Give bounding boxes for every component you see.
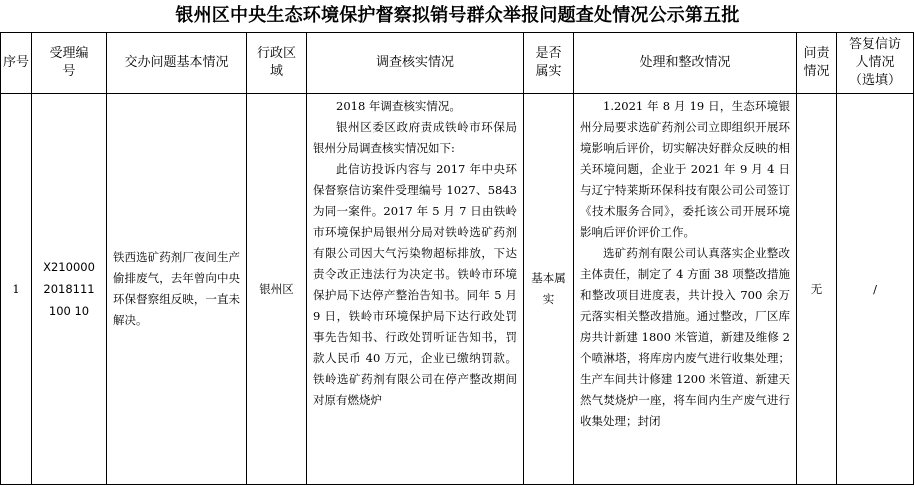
header-handling: 处理和整改情况 <box>574 33 797 94</box>
is-true-value: 基本属实 <box>531 271 566 306</box>
cell-reply <box>837 94 914 485</box>
header-investigation: 调查核实情况 <box>307 33 524 94</box>
report-table <box>0 32 914 485</box>
header-admin-area: 行政区域 <box>247 33 307 94</box>
receive-no-value: X2100002018111100 10 <box>43 260 95 318</box>
cell-is-true <box>524 94 574 485</box>
reply-value: / <box>873 281 877 296</box>
cell-basic-info <box>107 94 247 485</box>
accountability-value: 无 <box>810 281 823 296</box>
header-accountability: 问责情况 <box>797 33 837 94</box>
cell-admin-area <box>247 94 307 485</box>
cell-investigation <box>307 94 524 485</box>
investigation-para-2: 银州区委区政府责成铁岭市环保局银州分局调查核实情况如下: <box>313 120 517 155</box>
header-row <box>1 33 914 94</box>
cell-handling <box>574 94 797 485</box>
header-reply: 答复信访人情况（选填） <box>837 33 914 94</box>
seq-value: 1 <box>12 281 20 296</box>
header-basic-info: 交办问题基本情况 <box>107 33 247 94</box>
handling-para-2: 选矿药剂有限公司认真落实企业整改主体责任，制定了 4 方面 38 项整改措施和整改项目进度表，共计投入 700 余万元落实相关整改措施。通过整改，厂区库房共计新建 1800 米管道，新建及维修 2 个喷淋塔，将库房内废气进行收集处理；生产车间共计修建 1200 米管道、新建天然气焚烧炉一座，将车间内生产废气进行收集处理；封闭 <box>580 246 790 428</box>
page-title: 银州区中央生态环境保护督察拟销号群众举报问题查处情况公示第五批 <box>175 5 740 26</box>
header-is-true: 是否属实 <box>524 33 574 94</box>
investigation-para-1: 2018 年调查核实情况。 <box>336 99 461 113</box>
basic-info-text: 铁西选矿药剂厂夜间生产偷排废气，去年曾向中央环保督察组反映，一直未解决。 <box>113 250 240 327</box>
admin-area-value: 银州区 <box>259 281 294 296</box>
investigation-para-3: 此信访投诉内容与 2017 年中央环保督察信访案件受理编号 1027、5843 为同一案件。2017 年 5 月 7 日由铁岭市环境保护局银州分局对铁岭选矿药剂有限公司因大气污染物超标排放，下达责令改正违法行为决定书。铁岭市环境保护局下达停产整治告知书。同年 5 月 9 日，铁岭市环境保护局下达行政处罚事先告知书、行政处罚听证告知书，罚款人民币 40 万元，企业已缴纳罚款。铁岭选矿药剂有限公司在停产整改期间对原有燃烧炉 <box>313 162 517 407</box>
header-seq: 序号 <box>1 33 32 94</box>
cell-receive-no <box>32 94 107 485</box>
cell-seq <box>1 94 32 485</box>
table-row <box>1 94 914 485</box>
cell-accountability <box>797 94 837 485</box>
handling-para-1: 1.2021 年 8 月 19 日，生态环境银州分局要求选矿药剂公司立即组织开展环境影响后评价，切实解决好群众反映的相关环境问题，企业于 2021 年 9 月 4 日与辽宁特莱斯环保科技有限公司公司签订《技术服务合同》，委托该公司开展环境影响后评价评价工作。 <box>580 99 790 239</box>
header-receive-no: 受理编号 <box>32 33 107 94</box>
